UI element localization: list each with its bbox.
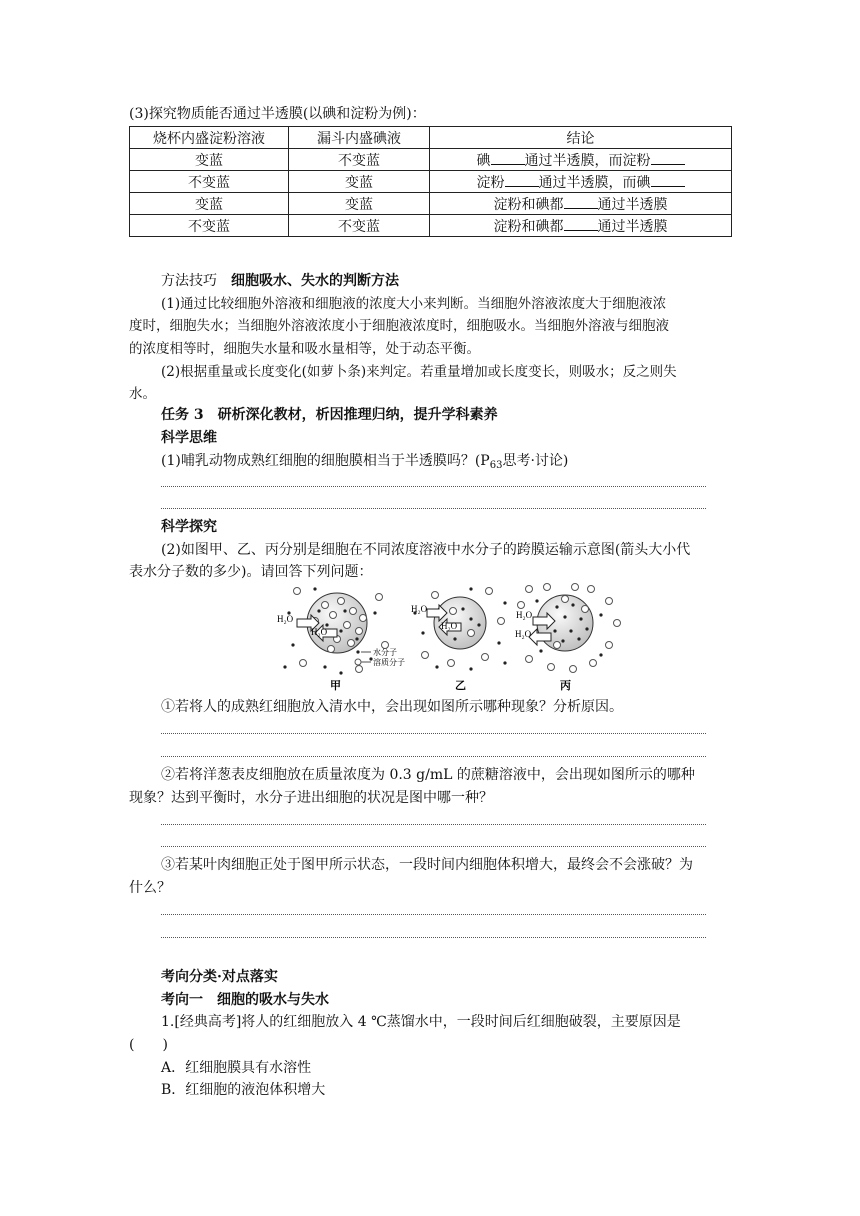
method-p1-line: 度时，细胞失水；当细胞外溶液浓度小于细胞液浓度时，细胞吸水。当细胞外溶液与细胞液 — [129, 318, 669, 334]
answer-line[interactable] — [161, 914, 706, 915]
subquestion-2-line: 现象？达到平衡时，水分子进出细胞的状况是图中哪一种？ — [129, 790, 493, 806]
conclusion-cell: 淀粉和碘都 通过半透膜 — [430, 215, 732, 237]
beaker-result: 不变蓝 — [130, 215, 289, 237]
h2o-label: H₂O — [441, 621, 458, 631]
subquestion-3-line: 什么？ — [129, 880, 171, 896]
answer-line[interactable] — [161, 486, 706, 487]
beaker-result: 变蓝 — [130, 193, 289, 215]
table-row — [130, 215, 732, 237]
option-a[interactable]: A．红细胞膜具有水溶性 — [161, 1060, 312, 1076]
beaker-result: 不变蓝 — [130, 171, 289, 193]
answer-blank[interactable] — [564, 216, 598, 231]
question-2-line: 表水分子数的多少)。请回答下列问题： — [129, 564, 373, 580]
cell-jia — [277, 587, 405, 692]
funnel-result: 不变蓝 — [289, 149, 430, 171]
answer-blank[interactable] — [651, 172, 685, 187]
figure-label-jia: 甲 — [330, 679, 341, 692]
section-title: 考向分类·对点落实 — [161, 969, 278, 985]
h2o-label: H₂O — [411, 604, 428, 614]
conclusion-cell: 淀粉 通过半透膜，而碘 — [430, 171, 732, 193]
table-header: 漏斗内盛碘液 — [289, 127, 430, 149]
subquestion-3-line: ③若某叶肉细胞正处于图甲所示状态，一段时间内细胞体积增大，最终会不会涨破？为 — [161, 857, 693, 873]
conclusion-cell: 淀粉和碘都 通过半透膜 — [430, 193, 732, 215]
legend-solute: 溶质分子 — [373, 658, 405, 667]
question-1: (1)哺乳动物成熟红细胞的细胞膜相当于半透膜吗？($P_{63}$思考·讨论) — [161, 453, 569, 471]
funnel-result: 不变蓝 — [289, 215, 430, 237]
mc-question-1-line: ( ) — [129, 1037, 168, 1053]
osmosis-figure — [275, 583, 625, 693]
science-explore-label: 科学探究 — [161, 519, 217, 535]
table-header: 烧杯内盛淀粉溶液 — [130, 127, 289, 149]
direction-1-title: 考向一 细胞的吸水与失水 — [161, 992, 329, 1008]
iodine-starch-table — [129, 126, 732, 237]
part3-heading: (3)探究物质能否通过半透膜(以碘和淀粉为例)： — [129, 106, 426, 122]
question-2-line: (2)如图甲、乙、丙分别是细胞在不同浓度溶液中水分子的跨膜运输示意图(箭头大小代 — [161, 542, 691, 558]
table-row — [130, 149, 732, 171]
h2o-label: H₂O — [515, 629, 532, 639]
subquestion-2-line: ②若将洋葱表皮细胞放在质量浓度为 0.3 g/mL 的蔗糖溶液中，会出现如图所示的哪种 — [161, 767, 695, 783]
beaker-result: 变蓝 — [130, 149, 289, 171]
table-row — [130, 171, 732, 193]
science-thinking-label: 科学思维 — [161, 430, 217, 446]
h2o-label: H₂O — [277, 614, 294, 624]
task3-title: 任务 3 研析深化教材，析因推理归纳，提升学科素养 — [161, 407, 498, 423]
cell-bing — [515, 584, 621, 693]
conclusion-cell: 碘 通过半透膜，而淀粉 — [430, 149, 732, 171]
table-header-row — [130, 127, 732, 149]
subquestion-1: ①若将人的成熟红细胞放入清水中，会出现如图所示哪种现象？分析原因。 — [161, 699, 623, 715]
answer-line[interactable] — [161, 846, 706, 847]
legend-water: 水分子 — [373, 648, 397, 657]
option-b[interactable]: B．红细胞的液泡体积增大 — [161, 1082, 326, 1098]
method-heading: 方法技巧 细胞吸水、失水的判断方法 — [161, 273, 399, 289]
method-p2-line: 水。 — [129, 386, 156, 402]
answer-blank[interactable] — [564, 194, 598, 209]
mc-question-1-line: 1.[经典高考]将人的红细胞放入 4 ℃蒸馏水中，一段时间后红细胞破裂，主要原因是 — [161, 1014, 681, 1030]
funnel-result: 变蓝 — [289, 171, 430, 193]
answer-blank[interactable] — [505, 172, 539, 187]
answer-blank[interactable] — [491, 150, 525, 165]
h2o-label: H₂O — [516, 610, 533, 620]
figure-label-bing: 丙 — [560, 679, 571, 692]
figure-label-yi: 乙 — [455, 679, 466, 692]
cell-yi — [411, 587, 507, 692]
table-row — [130, 193, 732, 215]
answer-line[interactable] — [161, 824, 706, 825]
funnel-result: 变蓝 — [289, 193, 430, 215]
h2o-label: H₂O — [311, 627, 328, 637]
method-p2-line: (2)根据重量或长度变化(如萝卜条)来判定。若重量增加或长度变长，则吸水；反之则失 — [161, 364, 677, 380]
table-header: 结论 — [430, 127, 732, 149]
answer-line[interactable] — [161, 937, 706, 938]
answer-blank[interactable] — [651, 150, 685, 165]
answer-line[interactable] — [161, 508, 706, 509]
method-p1-line: 的浓度相等时，细胞失水量和吸水量相等，处于动态平衡。 — [129, 341, 480, 357]
answer-line[interactable] — [161, 733, 706, 734]
answer-line[interactable] — [161, 756, 706, 757]
method-p1-line: (1)通过比较细胞外溶液和细胞液的浓度大小来判断。当细胞外溶液浓度大于细胞液浓 — [161, 296, 667, 312]
